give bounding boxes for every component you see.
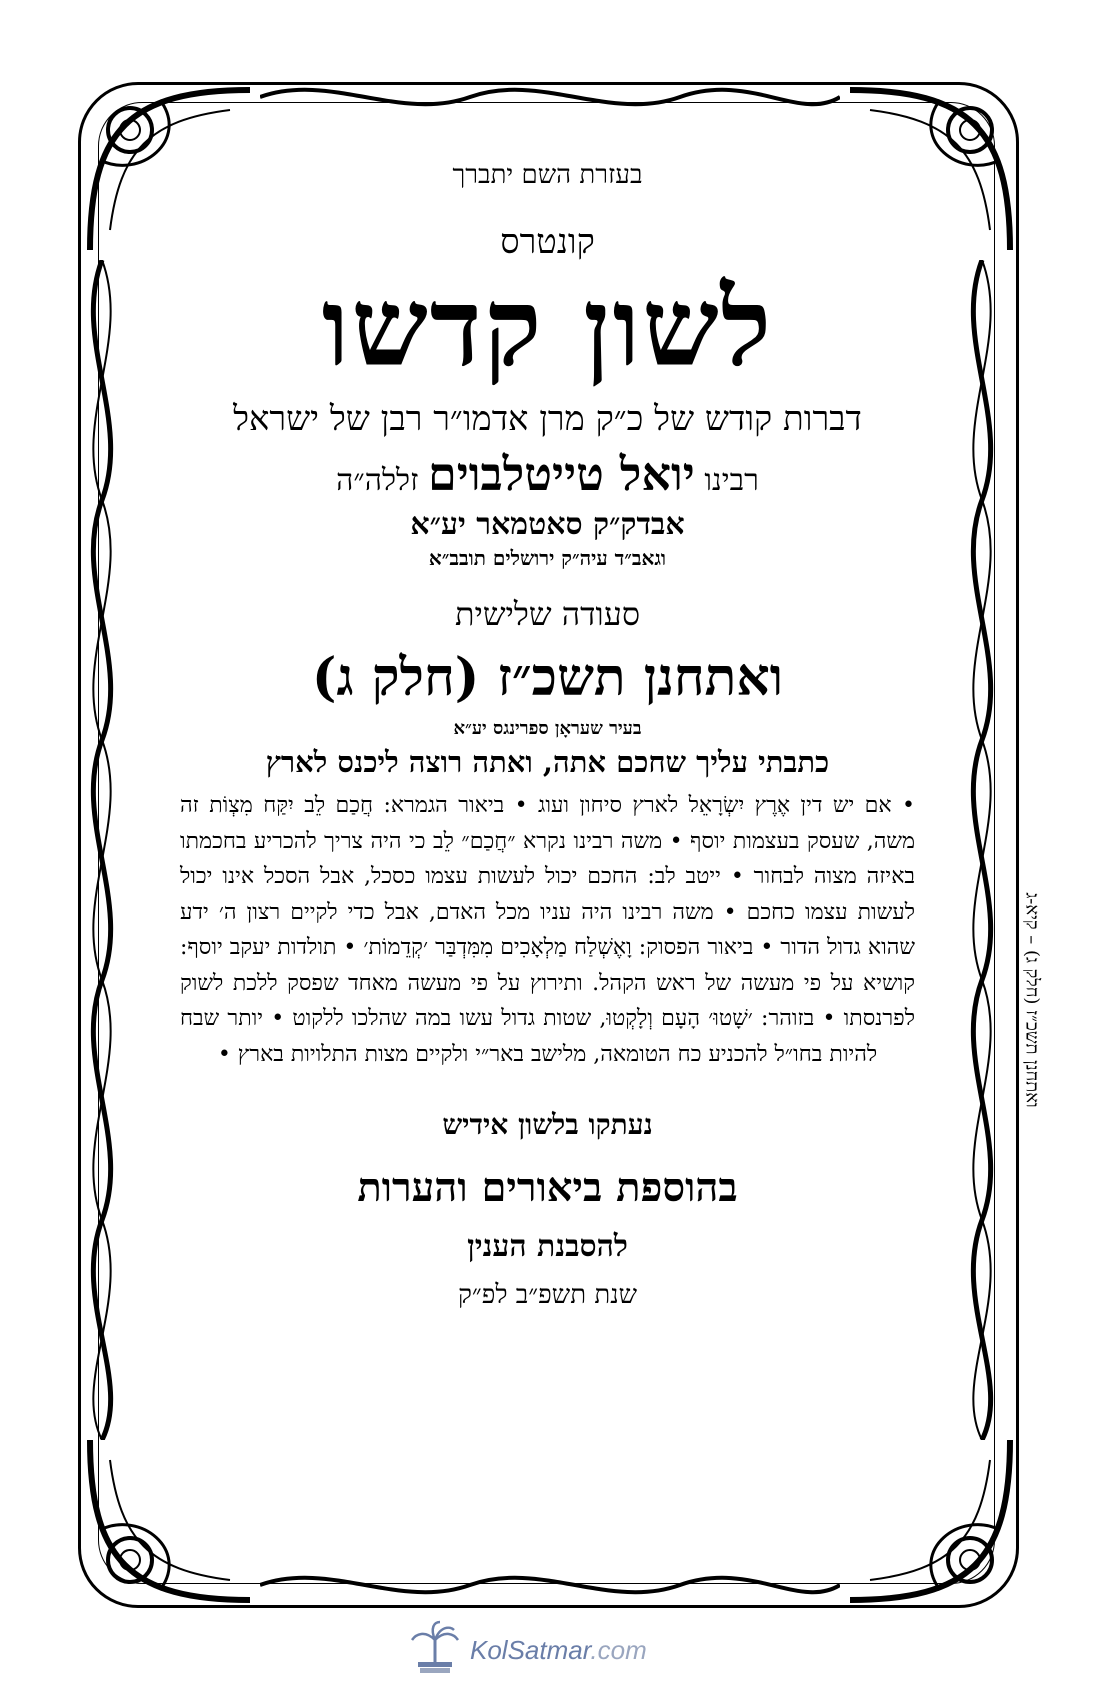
author-line (180, 447, 915, 501)
rabbinate-line: אבדק״ק סאטמאר יע״א (410, 507, 685, 543)
translated-line: נעתקו בלשון אידיש (442, 1108, 653, 1142)
parasha-title: ואתחנן תשכ״ז (חלק ג) (311, 647, 784, 709)
author-name: יואל טייטלבוים (428, 447, 695, 502)
year-line: שנת תשפ״ב לפ״ק (457, 1280, 638, 1311)
purpose-line: להסבנת הענין (467, 1229, 628, 1265)
left-swirl-column-icon (72, 260, 132, 1440)
topics-summary: • אם יש דין אֶרֶץ יִשְׂרָאֵל לארץ סיחון ועוג • ביאור הגמרא: חֲכַם לֵב יִקַּח מִצְוֹת זה משה, שעסק בעצמות יוסף • משה רבינו נקרא ״חֲכַם״ לֵב כי היה צריך להכריע בחכמתו באיזה מצוה לבחור • ייטב לב: החכם יכול לעשות עצמו כסכל, אבל הסכל אינו יכול לעשות עצמו כחכם • משה רבינו היה עניו מכל האדם, אבל כדי לקיים רצון ה׳ ידע שהוא גדול הדור • ביאור הפסוק: וָאֶשְׁלַח מַלְאָכִים מִמִּדְבַּר ׳קְדֵמוֹת׳ • תולדות יעקב יוסף: קושיא על פי מעשה של ראש הקהל. ותירוץ על פי מעשה מאחד שפסק ללכת לשוק לפרנסתו • בזוהר: ׳שָׁטוּ׳ הָעָם וְלָקְטוּ, שטות גדול עשו במה שהלכו ללקוט • יותר שבח להיות בחו״ל להכניע כח הטומאה, מלישב באר״י ולקיים מצות התלויות בארץ • (180, 793, 915, 1067)
words-of-line: דברות קודש של כ״ק מרן אדמו״ר רבן של ישראל (233, 399, 862, 440)
author-prefix: רבינו (704, 463, 759, 499)
dedication: בעזרת השם יתברך (452, 160, 643, 190)
top-swirl-row-icon (260, 72, 840, 122)
bottom-swirl-row-icon (260, 1560, 840, 1610)
jerusalem-line: וגאב״ד עיה״ק ירושלים תובב״א (428, 546, 667, 571)
kolsatmar-logo[interactable] (410, 1620, 647, 1680)
corner-flourish-bottom-left-icon (70, 1420, 270, 1620)
logo-text: KolSatmar.com (470, 1634, 647, 1665)
side-label-text: ואתחנן תשכ״ז (חלק ג) – קיא-ג (1021, 892, 1043, 1108)
verse-line: כתבתי עליך שחכם אתה, ואתה רוצה ליכנס לארץ (265, 745, 830, 780)
location-line: בעיר שעראָן ספרינגס יע״א (453, 718, 642, 740)
title-page-content (180, 150, 915, 1310)
right-swirl-column-icon (952, 260, 1012, 1440)
page-title: לשון קדשו (321, 265, 774, 391)
additions-line: בהוספת ביאורים והערות (357, 1164, 738, 1212)
corner-flourish-bottom-right-icon (830, 1420, 1030, 1620)
kuntres-label: קונטרס (500, 222, 595, 262)
palm-tree-books-icon (410, 1620, 460, 1680)
author-suffix: זללה״ה (336, 463, 419, 499)
meal-label: סעודה שלישית (454, 595, 641, 634)
